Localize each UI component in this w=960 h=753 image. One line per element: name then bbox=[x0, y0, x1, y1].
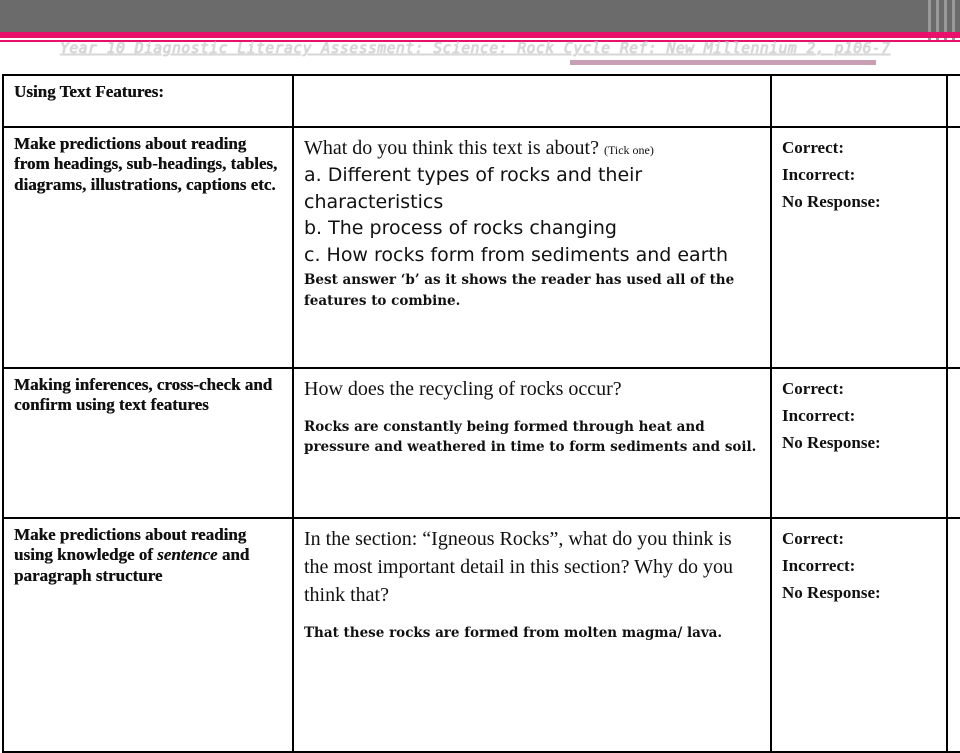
question-text bbox=[304, 134, 760, 162]
marking-cell bbox=[771, 518, 947, 752]
skill-cell bbox=[3, 518, 293, 752]
pink-accent bbox=[570, 60, 876, 65]
no-response-label: No Response: bbox=[782, 433, 881, 453]
question-cell bbox=[293, 127, 771, 368]
table-row bbox=[3, 127, 960, 368]
incorrect-label: Incorrect: bbox=[782, 406, 856, 426]
table-heading: Using Text Features: bbox=[3, 75, 293, 127]
answer-text: Rocks are constantly being formed through heat and pressure and weathered in time to form sediments and soil. bbox=[304, 419, 757, 456]
question-text: How does the recycling of rocks occur? bbox=[304, 378, 622, 400]
question-text: In the section: “Igneous Rocks”, what do you think is the most important detail in this section? Why do you think that? bbox=[304, 528, 734, 606]
skill-text: and paragraph structure bbox=[14, 545, 250, 585]
empty-cell bbox=[947, 368, 960, 518]
empty-cell bbox=[771, 75, 947, 127]
no-response-label: No Response: bbox=[782, 583, 881, 603]
correct-label: Correct: bbox=[782, 529, 844, 548]
incorrect-label: Incorrect: bbox=[782, 556, 856, 576]
skill-cell: Making inferences, cross-check and confirm using text features bbox=[3, 368, 293, 518]
skill-text: Make predictions about reading using knowledge of bbox=[14, 525, 247, 565]
option-a: a. Different types of rocks and their characteristics bbox=[304, 164, 643, 213]
answer-text: That these rocks are formed from molten magma/ lava. bbox=[304, 625, 723, 641]
option-b: b. The process of rocks changing bbox=[304, 217, 617, 240]
correct-label: Correct: bbox=[782, 138, 844, 157]
slide-header: Year 10 Diagnostic Literacy Assessment: Science: Rock Cycle Ref: New Millennium 2, p106-7 bbox=[60, 39, 891, 57]
table-row bbox=[3, 368, 960, 518]
correct-label: Correct: bbox=[782, 379, 844, 398]
marking-cell bbox=[771, 127, 947, 368]
empty-cell bbox=[947, 518, 960, 752]
empty-cell bbox=[293, 75, 771, 127]
empty-cell bbox=[947, 75, 960, 127]
assessment-table bbox=[2, 74, 960, 753]
pink-rule bbox=[0, 32, 960, 38]
skill-cell: Make predictions about reading from headings, sub-headings, tables, diagrams, illustrations, captions etc. bbox=[3, 127, 293, 368]
answer-text: Best answer ‘b’ as it shows the reader has used all of the features to combine. bbox=[304, 272, 735, 309]
incorrect-label: Incorrect: bbox=[782, 165, 856, 185]
empty-cell bbox=[947, 127, 960, 368]
question-cell bbox=[293, 518, 771, 752]
tick-instruction: (Tick one) bbox=[603, 143, 654, 157]
question-label: What do you think this text is about? bbox=[304, 137, 599, 159]
no-response-label: No Response: bbox=[782, 192, 881, 212]
top-bar bbox=[0, 0, 960, 32]
marking-cell bbox=[771, 368, 947, 518]
skill-emphasis: sentence bbox=[157, 545, 218, 565]
option-c: c. How rocks form from sediments and earth bbox=[304, 243, 728, 266]
table-row bbox=[3, 518, 960, 752]
table-row bbox=[3, 75, 960, 127]
question-cell bbox=[293, 368, 771, 518]
